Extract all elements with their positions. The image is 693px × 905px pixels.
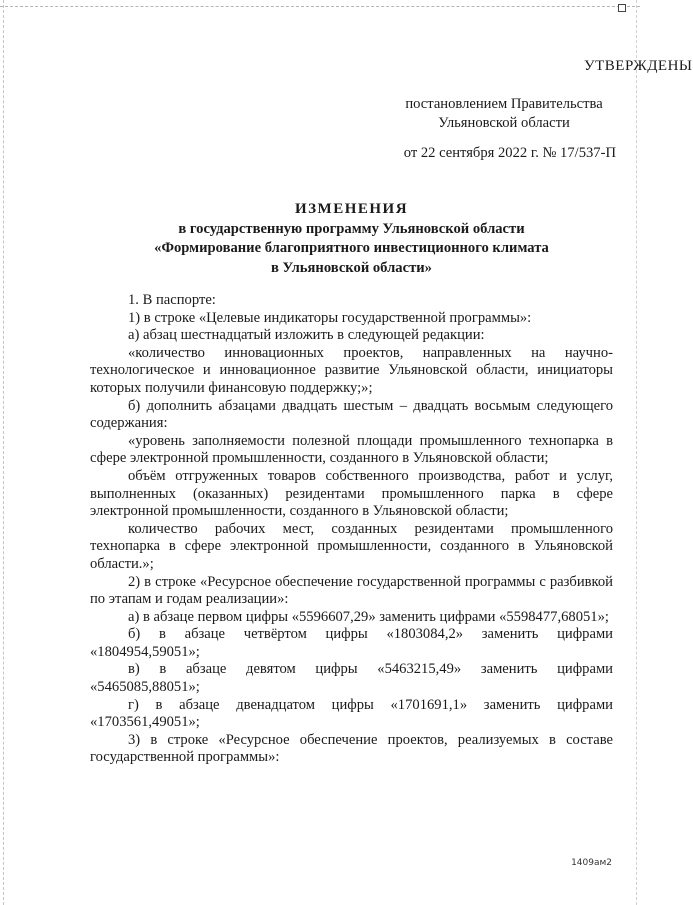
document-heading (90, 200, 613, 278)
approval-line-2: Ульяновской области (438, 115, 570, 131)
paragraph-item-2a: а) в абзаце первом цифры «5596607,29» заменить цифрами «5598477,68051»; (128, 608, 609, 625)
paragraph-item-1: 1) в строке «Целевые индикаторы государственной программы»: (128, 309, 532, 326)
scan-corner-mark (618, 4, 626, 12)
paragraph-section-1: 1. В паспорте: (128, 292, 216, 308)
paragraph-quote-occupancy: «уровень заполняемости полезной площади промышленного технопарка в сфере электронной промышленности, созданного в Ульяновской области; (90, 432, 613, 467)
paragraph-item-1a: а) абзац шестнадцатый изложить в следующей редакции: (128, 327, 485, 344)
scan-edge-left (3, 0, 4, 905)
scan-edge-top (0, 6, 640, 7)
paragraph-item-1b: б) дополнить абзацами двадцать шестым – двадцать восьмым следующего содержания: (90, 397, 613, 432)
paragraph-quote-jobs: количество рабочих мест, созданных резидентами промышленного технопарка в сфере электронной промышленности, созданного в Ульяновской области.»; (90, 520, 613, 572)
heading-line-2: «Формирование благоприятного инвестиционного климата (154, 240, 549, 256)
paragraph-item-2b: б) в абзаце четвёртом цифры «1803084,2» заменить цифрами «1804954,59051»; (90, 626, 613, 660)
heading-line-1: в государственную программу Ульяновской области (178, 220, 525, 237)
approval-authority (396, 95, 612, 133)
paragraph-item-2d: г) в абзаце двенадцатом цифры «1701691,1» заменить цифрами «1703561,49051»; (90, 696, 613, 731)
paragraph-item-3: 3) в строке «Ресурсное обеспечение проектов, реализуемых в составе государственной программы»: (90, 731, 613, 766)
scan-edge-right (636, 0, 637, 905)
document-body (90, 292, 613, 767)
approval-date: от 22 сентября 2022 г. № 17/537-П (403, 145, 616, 161)
heading-title: ИЗМЕНЕНИЯ (294, 201, 409, 217)
paragraph-quote-volume: объём отгруженных товаров собственного производства, работ и услуг, выполненных (оказанных) резидентами промышленного парка в сфере электронной промышленности, созданного в Ульяновской области; (90, 467, 613, 520)
approval-line-1: постановлением Правительства (405, 96, 603, 112)
approved-label: УТВЕРЖДЕНЫ (584, 58, 693, 74)
paragraph-quote-innovation: «количество инновационных проектов, направленных на научно-технологическое и инновационное развитие Ульяновской области, инициаторы которых получили финансовую поддержку;»; (90, 344, 613, 396)
heading-line-3: в Ульяновской области» (271, 259, 432, 276)
footer-code: 1409ам2 (571, 858, 612, 868)
paragraph-item-2c: в) в абзаце девятом цифры «5463215,49» заменить цифрами «5465085,88051»; (90, 661, 613, 696)
paragraph-item-2: 2) в строке «Ресурсное обеспечение государственной программы с разбивкой по этапам и годам реализации»: (90, 573, 613, 608)
